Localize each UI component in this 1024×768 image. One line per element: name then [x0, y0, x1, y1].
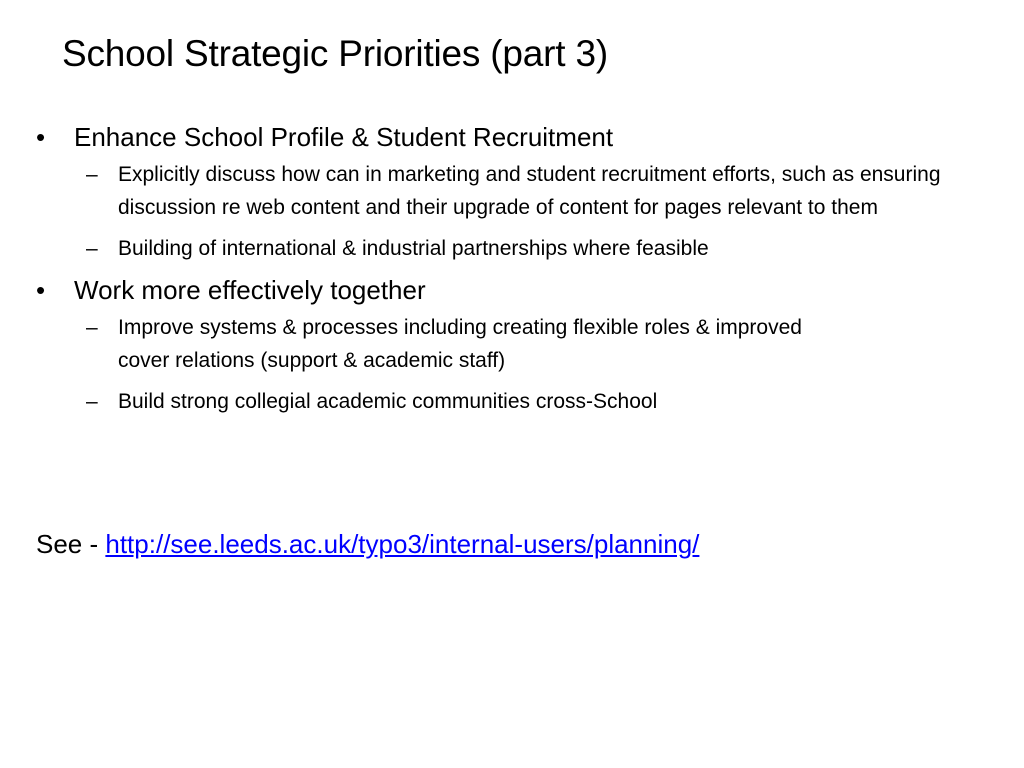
bullet-enhance-profile — [36, 120, 986, 154]
sub-bullet-partnerships — [36, 232, 986, 265]
bullet-work-together — [36, 273, 986, 307]
bullet-list — [36, 120, 986, 426]
sub-bullet-text: Improve systems & processes including creating flexible roles & improved cover relations (support & academic staff) — [118, 316, 802, 372]
planning-link[interactable]: http://see.leeds.ac.uk/typo3/internal-users/planning/ — [105, 529, 700, 559]
bullet-marker: • — [36, 275, 46, 305]
dash-marker: – — [86, 237, 98, 260]
slide-title: School Strategic Priorities (part 3) — [62, 33, 608, 74]
sub-bullet-systems — [36, 311, 848, 377]
sub-bullet-text: Explicitly discuss how can in marketing and student recruitment efforts, such as ensuring discussion re web content and their upgrade of content for pages relevant to them — [118, 163, 941, 219]
bullet-text: Work more effectively together — [74, 275, 426, 305]
sub-bullet-text: Build strong collegial academic communities cross-School — [118, 390, 658, 413]
sub-bullet-text: Building of international & industrial partnerships where feasible — [118, 237, 709, 260]
bullet-marker: • — [36, 122, 46, 152]
see-prefix: See - — [36, 529, 106, 559]
sub-bullet-list — [36, 311, 986, 418]
bullet-text: Enhance School Profile & Student Recruitment — [74, 122, 614, 152]
sub-bullet-marketing — [36, 158, 958, 224]
dash-marker: – — [86, 390, 98, 413]
dash-marker: – — [86, 316, 98, 339]
sub-bullet-list — [36, 158, 986, 265]
sub-bullet-communities — [36, 385, 986, 418]
see-reference — [36, 526, 699, 562]
dash-marker: – — [86, 163, 98, 186]
